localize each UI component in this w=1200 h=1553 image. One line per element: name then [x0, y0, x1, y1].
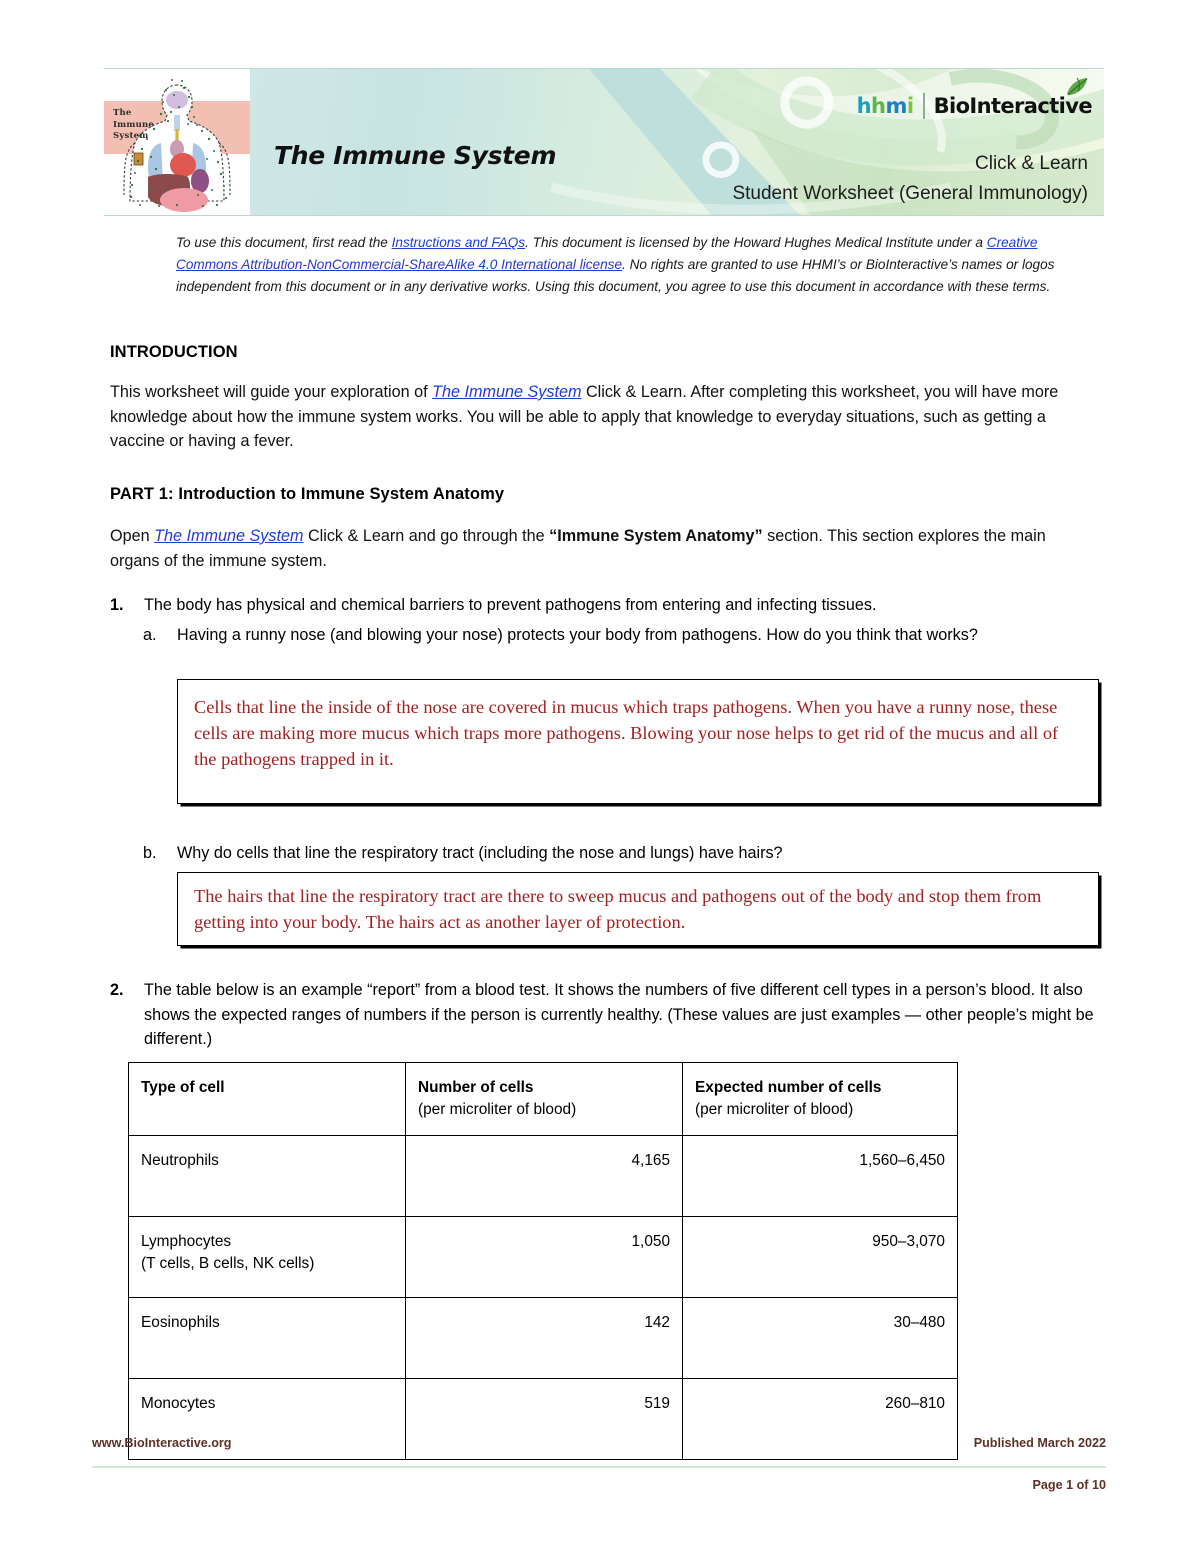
immune-system-thumbnail	[104, 69, 252, 215]
instructions-faqs-link[interactable]: Instructions and FAQs	[391, 235, 526, 250]
immune-system-link-part1[interactable]: The Immune System	[154, 527, 304, 545]
page-banner	[104, 68, 1104, 216]
immune-system-anatomy-section-name: “Immune System Anatomy”	[549, 527, 763, 545]
cell-type-lymphocytes	[129, 1216, 406, 1297]
license-text-3: . No rights are granted to use HHMI’s or BioInteractive’s names or logos independent from this document or in any derivative works. Using this document, you agree to use this document in accordance with these terms.	[176, 257, 1055, 295]
table-header-row	[129, 1063, 958, 1136]
banner-subtitle-click-learn: Click & Learn	[975, 153, 1088, 174]
thumb-caption-line-3: System	[113, 131, 149, 142]
cell-expected-neutrophils: 1,560–6,450	[683, 1135, 958, 1216]
intro-text-2: Click & Learn. After completing this worksheet, you will have more knowledge about how the immune system works. You will be able to apply that knowledge to everyday situations, such as getting a vaccine or having a fever.	[110, 383, 1059, 451]
table-row	[129, 1135, 958, 1216]
question-1-text: The body has physical and chemical barriers to prevent pathogens from entering and infecting tissues.	[144, 596, 877, 614]
part1-text-3: section. This section explores the main organs of the immune system.	[110, 527, 1046, 570]
answer-text-1b: The hairs that line the respiratory tract are there to sweep mucus and pathogens out of the body and stop them from getting into your body. The hairs act as another layer of protection.	[194, 886, 1042, 933]
footer-divider	[92, 1466, 1106, 1468]
hhmi-letter-1: h	[856, 94, 872, 118]
row-1-type-sub: (T cells, B cells, NK cells)	[141, 1254, 315, 1272]
license-text-1: To use this document, first read the	[176, 235, 392, 250]
intro-text-1: This worksheet will guide your exploration of	[110, 383, 433, 401]
question-1	[110, 593, 1090, 618]
banner-title: The Immune System	[274, 141, 557, 170]
row-0-type: Neutrophils	[141, 1151, 219, 1169]
thumb-caption-line-2: Immune	[113, 119, 154, 130]
hhmi-letter-3: m	[885, 94, 907, 118]
hhmi-biointeractive-logo	[857, 93, 1092, 119]
footer-page-number: Page 1 of 10	[1032, 1478, 1106, 1492]
question-2	[110, 978, 1100, 1052]
part1-heading: PART 1: Introduction to Immune System Anatomy	[110, 485, 505, 503]
banner-subtitle-worksheet: Student Worksheet (General Immunology)	[732, 183, 1088, 204]
table-header-number-of-cells	[406, 1063, 683, 1136]
hhmi-wordmark	[857, 94, 914, 118]
license-notice	[176, 232, 1076, 298]
question-2-text: The table below is an example “report” from a blood test. It shows the numbers of five different cell types in a person’s blood. It also shows the expected ranges of numbers if the person is currently healthy. (These values are just examples — other people’s might be different.)	[144, 981, 1094, 1049]
hhmi-letter-4: i	[906, 94, 914, 118]
header-sub-2: (per microliter of blood)	[695, 1100, 854, 1118]
table-row	[129, 1378, 958, 1459]
creative-commons-license-link[interactable]: Creative Commons Attribution-NonCommercial-ShareAlike 4.0 International license	[176, 235, 1038, 273]
row-2-type: Eosinophils	[141, 1313, 220, 1331]
question-1a	[143, 623, 1093, 648]
cell-expected-monocytes: 260–810	[683, 1378, 958, 1459]
blood-test-table	[128, 1062, 958, 1460]
logo-divider	[923, 93, 925, 119]
table-row	[129, 1216, 958, 1297]
footer-website[interactable]: www.BioInteractive.org	[92, 1436, 232, 1450]
answer-box-1b[interactable]	[177, 872, 1099, 946]
cell-type-eosinophils	[129, 1297, 406, 1378]
row-1-type: Lymphocytes	[141, 1232, 232, 1250]
hhmi-letter-2: h	[871, 94, 886, 118]
footer-published-date: Published March 2022	[973, 1436, 1106, 1450]
question-1b-label: b.	[143, 844, 157, 862]
immune-system-link-intro[interactable]: The Immune System	[432, 383, 582, 401]
cell-number-eosinophils: 142	[406, 1297, 683, 1378]
question-1-number: 1.	[110, 596, 124, 614]
cell-expected-lymphocytes: 950–3,070	[683, 1216, 958, 1297]
banner-background	[252, 69, 1104, 215]
biointeractive-wordmark: BioInteractive	[933, 94, 1092, 118]
introduction-heading: INTRODUCTION	[110, 343, 238, 361]
thumbnail-caption	[113, 108, 154, 142]
license-text-2: . This document is licensed by the Howard Hughes Medical Institute under a	[525, 235, 987, 250]
thumb-caption-line-1: The	[113, 108, 132, 119]
cell-number-monocytes: 519	[406, 1378, 683, 1459]
table-row	[129, 1297, 958, 1378]
row-3-type: Monocytes	[141, 1394, 216, 1412]
leaf-icon	[1064, 76, 1090, 98]
answer-text-1a: Cells that line the inside of the nose are covered in mucus which traps pathogens. When you have a runny nose, these cells are making more mucus which traps more pathogens. Blowing your nose helps to get rid of the mucus and all of the pathogens trapped in it.	[194, 697, 1059, 770]
header-main-0: Type of cell	[141, 1079, 225, 1096]
question-2-number: 2.	[110, 981, 124, 999]
header-main-1: Number of cells	[418, 1079, 534, 1096]
answer-box-1a[interactable]	[177, 679, 1099, 804]
question-1a-label: a.	[143, 626, 157, 644]
question-1b-text: Why do cells that line the respiratory tract (including the nose and lungs) have hairs?	[177, 844, 783, 862]
header-sub-1: (per microliter of blood)	[418, 1100, 577, 1118]
cell-number-lymphocytes: 1,050	[406, 1216, 683, 1297]
cell-type-neutrophils	[129, 1135, 406, 1216]
cell-number-neutrophils: 4,165	[406, 1135, 683, 1216]
table-header-expected-number	[683, 1063, 958, 1136]
table-header-type-of-cell	[129, 1063, 406, 1136]
introduction-paragraph	[110, 380, 1098, 454]
header-main-2: Expected number of cells	[695, 1079, 882, 1096]
question-1a-text: Having a runny nose (and blowing your nose) protects your body from pathogens. How do you think that works?	[177, 626, 978, 644]
question-1b	[143, 841, 1093, 866]
part1-text-1: Open	[110, 527, 155, 545]
cell-expected-eosinophils: 30–480	[683, 1297, 958, 1378]
part1-intro-paragraph	[110, 524, 1070, 573]
part1-text-2: Click & Learn and go through the	[303, 527, 550, 545]
